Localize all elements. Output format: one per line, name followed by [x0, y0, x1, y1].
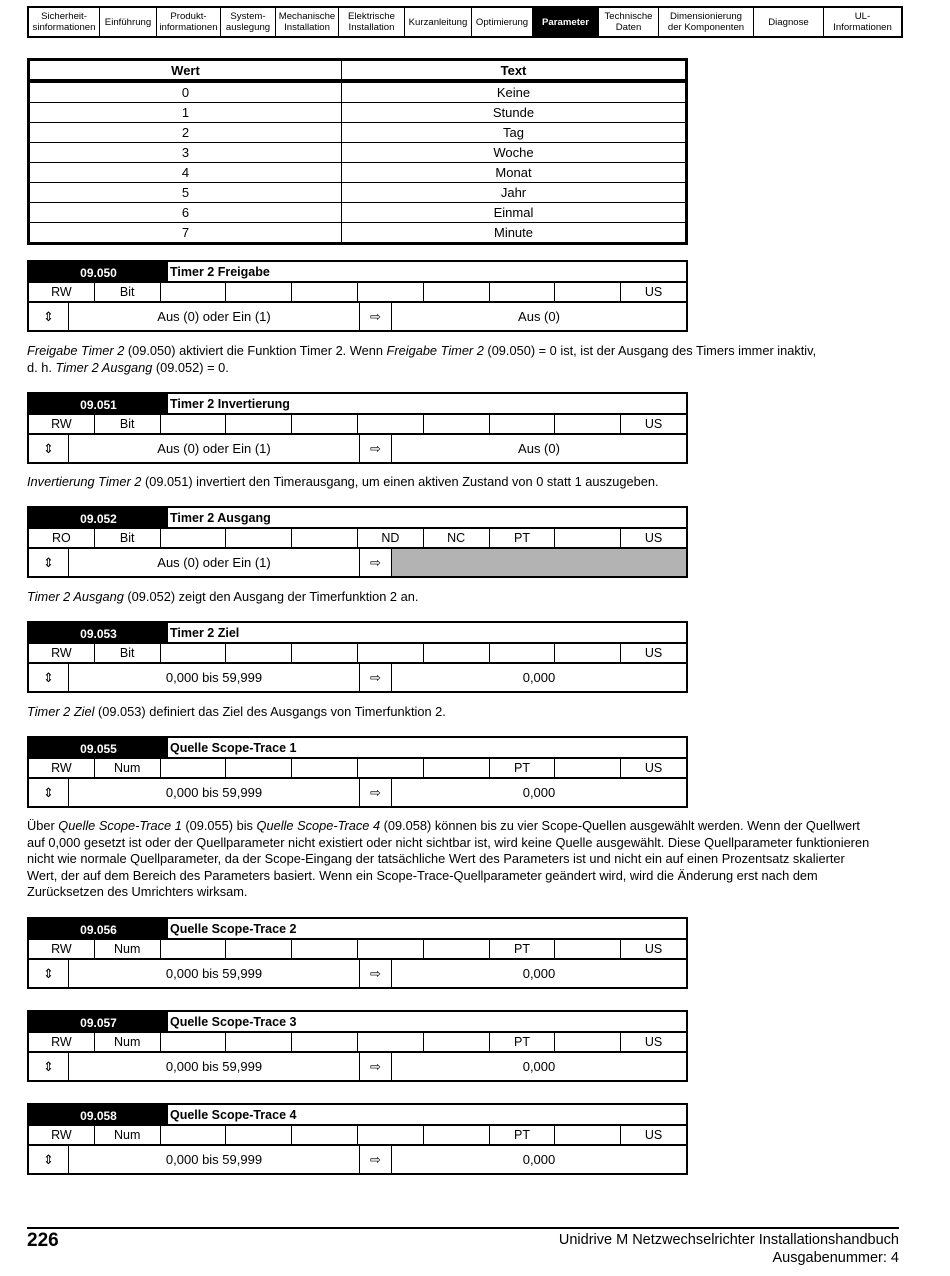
parameter-range-row [27, 777, 688, 808]
flag-cell: RW [29, 759, 95, 777]
issue-number: Ausgabenummer: 4 [772, 1250, 899, 1266]
table-row [30, 222, 685, 242]
parameter-name: Timer 2 Ausgang [168, 508, 686, 529]
parameter-flags-row [27, 1126, 688, 1144]
text-run: (09.058) können bis zu vier Scope-Quellen ausgewählt werden. Wenn der Quellwert auf 0,000 gesetzt ist oder der Quellparameter nicht existiert oder nicht sichtbar ist, wird keine Quelle ausgewählt. Diese Quellparameter funktionieren nicht wie normale Quellparameter, da der Scope-Eingang der tatsächliche Wert des Parameters ist und nicht ein auf einen Prozentsatz skalierter Wert, der auf dem Bereich des Parameters basiert. Wenn ein Scope-Trace-Quellparameter geändert wird, wird die Änderung erst nach dem Zurücksetzen des Umrichters wirksam. [27, 818, 870, 899]
default-arrow-icon: ⇨ [360, 549, 392, 576]
cell-wert: 0 [30, 83, 342, 102]
flag-cell [161, 415, 227, 433]
flag-cell [161, 940, 227, 958]
parameter-name: Quelle Scope-Trace 4 [168, 1105, 686, 1126]
parameter-name: Quelle Scope-Trace 3 [168, 1012, 686, 1033]
parameter-flags-row [27, 644, 688, 662]
range-icon: ⇕ [29, 1053, 69, 1080]
footer-rule [27, 1227, 899, 1229]
flag-cell [424, 644, 490, 662]
flag-cell [555, 940, 621, 958]
default-arrow-icon: ⇨ [360, 1146, 392, 1173]
parameter-reference: Timer 2 Ausgang [55, 359, 153, 375]
parameter-reference: Freigabe Timer 2 [27, 343, 125, 358]
range-icon: ⇕ [29, 435, 69, 462]
parameter-name: Quelle Scope-Trace 2 [168, 919, 686, 940]
parameter-reference: Quelle Scope-Trace 4 [256, 818, 381, 833]
flag-cell: NC [424, 529, 490, 547]
flag-cell [358, 644, 424, 662]
flag-cell [161, 1126, 227, 1144]
parameter-range: 0,000 bis 59,999 [69, 664, 360, 691]
parameter-block-09-052 [27, 506, 688, 578]
flag-cell: Bit [95, 529, 161, 547]
flag-cell: Bit [95, 644, 161, 662]
parameter-default: 0,000 [522, 670, 556, 685]
cell-wert: 2 [30, 123, 342, 142]
nav-tab-einführung[interactable]: Einführung [100, 8, 157, 36]
parameter-number: 09.055 [29, 738, 168, 759]
flag-cell: RW [29, 283, 95, 301]
flag-cell [555, 1126, 621, 1144]
flag-cell [555, 529, 621, 547]
value-table-header [30, 61, 685, 82]
flag-cell [555, 644, 621, 662]
parameter-flags-row [27, 1033, 688, 1051]
parameter-default: 0,000 [522, 1059, 556, 1074]
parameter-range-row [27, 958, 688, 989]
parameter-flags-row [27, 415, 688, 433]
table-row [30, 102, 685, 122]
parameter-header [27, 1010, 688, 1033]
cell-wert: 3 [30, 143, 342, 162]
cell-text: Monat [495, 165, 532, 180]
flag-cell: RW [29, 644, 95, 662]
flag-cell [226, 415, 292, 433]
nav-tab-sicherheit-sinformationen[interactable]: Sicherheit- sinformationen [29, 8, 100, 36]
parameter-range: 0,000 bis 59,999 [69, 1053, 360, 1080]
parameter-flags-row [27, 759, 688, 777]
flag-cell: US [644, 942, 663, 956]
default-arrow-icon: ⇨ [360, 960, 392, 987]
cell-text: Einmal [493, 205, 534, 220]
flag-cell: PT [490, 1033, 556, 1051]
flag-cell: RW [29, 1033, 95, 1051]
parameter-name: Timer 2 Invertierung [168, 394, 686, 415]
flag-cell [490, 283, 556, 301]
flag-cell [226, 1126, 292, 1144]
cell-text: Stunde [492, 105, 535, 120]
parameter-flags-row [27, 529, 688, 547]
flag-cell [292, 1033, 358, 1051]
flag-cell [226, 1033, 292, 1051]
parameter-reference: Timer 2 Ausgang [27, 589, 124, 604]
text-run: (09.050) = 0 ist, ist der Ausgang des Timers immer inaktiv, d. h. [27, 343, 817, 375]
table-row [30, 82, 685, 102]
parameter-header [27, 736, 688, 759]
table-row [30, 182, 685, 202]
flag-cell [490, 415, 556, 433]
flag-cell [226, 283, 292, 301]
flag-cell: US [644, 1035, 663, 1049]
flag-cell [292, 415, 358, 433]
text-run: (09.055) bis [181, 818, 257, 833]
parameter-block-09-053 [27, 621, 688, 693]
nav-tab-kurzanleitung[interactable]: Kurzanleitung [405, 8, 472, 36]
flag-cell: PT [490, 759, 556, 777]
default-arrow-icon: ⇨ [360, 664, 392, 691]
parameter-range-row [27, 301, 688, 332]
description-paragraph [27, 343, 899, 376]
flag-cell [424, 415, 490, 433]
flag-cell [358, 940, 424, 958]
parameter-name: Timer 2 Freigabe [168, 262, 686, 283]
nav-tab-technische-daten[interactable]: Technische Daten [599, 8, 659, 36]
flag-cell [292, 759, 358, 777]
text-run: (09.053) definiert das Ziel des Ausgangs von Timerfunktion 2. [94, 704, 446, 719]
range-icon: ⇕ [29, 549, 69, 576]
parameter-range-row [27, 1051, 688, 1082]
parameter-name: Timer 2 Ziel [168, 623, 686, 644]
flag-cell [292, 644, 358, 662]
flag-cell [161, 644, 227, 662]
cell-wert: 7 [30, 223, 342, 242]
range-icon: ⇕ [29, 779, 69, 806]
page-number: 226 [27, 1230, 59, 1251]
nav-tab-system-auslegung[interactable]: System- auslegung [221, 8, 276, 36]
parameter-header [27, 392, 688, 415]
cell-text: Woche [493, 145, 534, 160]
parameter-range-row [27, 547, 688, 578]
parameter-reference: Freigabe Timer 2 [386, 343, 484, 358]
default-arrow-icon: ⇨ [360, 1053, 392, 1080]
table-row [30, 122, 685, 142]
parameter-reference: Quelle Scope-Trace 1 [58, 818, 182, 833]
flag-cell [226, 940, 292, 958]
range-icon: ⇕ [29, 664, 69, 691]
parameter-range: 0,000 bis 59,999 [69, 779, 360, 806]
flag-cell [555, 759, 621, 777]
parameter-header [27, 260, 688, 283]
flag-cell [358, 283, 424, 301]
nav-tab-elektrische-installation[interactable]: Elektrische Installation [339, 8, 405, 36]
flag-cell: US [644, 285, 663, 299]
default-arrow-icon: ⇨ [360, 435, 392, 462]
flag-cell: Num [95, 940, 161, 958]
range-icon: ⇕ [29, 1146, 69, 1173]
flag-cell: Num [95, 1033, 161, 1051]
cell-wert: 4 [30, 163, 342, 182]
parameter-range: Aus (0) oder Ein (1) [69, 303, 360, 330]
flag-cell: Num [95, 759, 161, 777]
parameter-number: 09.058 [29, 1105, 168, 1126]
flag-cell: RO [29, 529, 95, 547]
text-run: (09.050) aktiviert die Funktion Timer 2. Wenn [124, 343, 387, 358]
nav-tab-optimierung[interactable]: Optimierung [472, 8, 533, 36]
parameter-number: 09.052 [29, 508, 168, 529]
flag-cell [555, 283, 621, 301]
parameter-number: 09.056 [29, 919, 168, 940]
flag-cell: PT [490, 529, 556, 547]
flag-cell [424, 759, 490, 777]
flag-cell: ND [358, 529, 424, 547]
parameter-default: Aus (0) [518, 441, 560, 456]
table-row [30, 162, 685, 182]
parameter-default [392, 549, 686, 576]
flag-cell: Bit [95, 283, 161, 301]
flag-cell [292, 940, 358, 958]
parameter-number: 09.053 [29, 623, 168, 644]
parameter-block-09-050 [27, 260, 688, 332]
parameter-reference: Invertierung Timer 2 [27, 474, 142, 489]
parameter-range: Aus (0) oder Ein (1) [69, 549, 360, 576]
flag-cell [161, 1033, 227, 1051]
flag-cell: RW [29, 940, 95, 958]
range-icon: ⇕ [29, 303, 69, 330]
flag-cell [424, 1033, 490, 1051]
parameter-block-09-051 [27, 392, 688, 464]
parameter-header [27, 917, 688, 940]
description-paragraph [27, 589, 899, 606]
parameter-flags-row [27, 283, 688, 301]
cell-text: Keine [496, 85, 531, 100]
parameter-number: 09.050 [29, 262, 168, 283]
flag-cell: PT [490, 940, 556, 958]
cell-wert: 5 [30, 183, 342, 202]
parameter-range: 0,000 bis 59,999 [69, 1146, 360, 1173]
nav-tab-mechanische-installation[interactable]: Mechanische Installation [276, 8, 339, 36]
parameter-range-row [27, 662, 688, 693]
text-run: (09.051) invertiert den Timerausgang, um einen aktiven Zustand von 0 statt 1 auszugeben. [141, 474, 659, 489]
flag-cell: Bit [95, 415, 161, 433]
cell-wert: 6 [30, 203, 342, 222]
flag-cell: US [644, 1128, 663, 1142]
description-paragraph [27, 704, 899, 721]
flag-cell [226, 644, 292, 662]
flag-cell [358, 1033, 424, 1051]
flag-cell: US [644, 417, 663, 431]
flag-cell [161, 759, 227, 777]
parameter-default: 0,000 [522, 966, 556, 981]
parameter-number: 09.057 [29, 1012, 168, 1033]
flag-cell [358, 1126, 424, 1144]
flag-cell [161, 529, 227, 547]
parameter-reference: Timer 2 Ziel [27, 704, 95, 719]
parameter-name: Quelle Scope-Trace 1 [168, 738, 686, 759]
description-paragraph [27, 818, 899, 901]
section-nav-bar [27, 6, 903, 38]
flag-cell [161, 283, 227, 301]
parameter-default: 0,000 [522, 1152, 556, 1167]
parameter-number: 09.051 [29, 394, 168, 415]
text-run: (09.052) zeigt den Ausgang der Timerfunktion 2 an. [123, 589, 419, 604]
flag-cell [226, 759, 292, 777]
parameter-range-row [27, 1144, 688, 1175]
range-icon: ⇕ [29, 960, 69, 987]
flag-cell: US [644, 646, 663, 660]
flag-cell [292, 529, 358, 547]
flag-cell: US [644, 761, 663, 775]
parameter-block-09-056 [27, 917, 688, 989]
flag-cell [424, 1126, 490, 1144]
parameter-block-09-058 [27, 1103, 688, 1175]
parameter-default: 0,000 [522, 785, 556, 800]
default-arrow-icon: ⇨ [360, 303, 392, 330]
description-paragraph [27, 474, 899, 491]
nav-tab-diagnose[interactable]: Diagnose [754, 8, 824, 36]
cell-text: Minute [493, 225, 534, 240]
value-table [27, 58, 688, 245]
parameter-header [27, 1103, 688, 1126]
flag-cell: Num [95, 1126, 161, 1144]
flag-cell [490, 644, 556, 662]
flag-cell [292, 283, 358, 301]
parameter-block-09-057 [27, 1010, 688, 1082]
nav-tab-parameter[interactable]: Parameter [533, 8, 599, 36]
nav-tab-ul-informationen[interactable]: UL- Informationen [833, 11, 892, 33]
flag-cell [424, 940, 490, 958]
column-header-wert: Wert [30, 61, 342, 79]
flag-cell [226, 529, 292, 547]
flag-cell [358, 415, 424, 433]
flag-cell [555, 1033, 621, 1051]
parameter-header [27, 506, 688, 529]
table-row [30, 142, 685, 162]
column-header-text: Text [500, 62, 527, 78]
parameter-range: Aus (0) oder Ein (1) [69, 435, 360, 462]
default-arrow-icon: ⇨ [360, 779, 392, 806]
text-run: Über [27, 818, 59, 833]
table-row [30, 202, 685, 222]
flag-cell: RW [29, 1126, 95, 1144]
text-run: (09.052) = 0. [152, 359, 229, 375]
flag-cell [358, 759, 424, 777]
flag-cell [292, 1126, 358, 1144]
nav-tab-dimensionierung-der-komponenten[interactable]: Dimensionierung der Komponenten [659, 8, 754, 36]
flag-cell [555, 415, 621, 433]
parameter-block-09-055 [27, 736, 688, 808]
cell-wert: 1 [30, 103, 342, 122]
flag-cell: US [644, 531, 663, 545]
flag-cell: RW [29, 415, 95, 433]
flag-cell [424, 283, 490, 301]
flag-cell: PT [490, 1126, 556, 1144]
parameter-flags-row [27, 940, 688, 958]
cell-text: Tag [503, 125, 524, 140]
cell-text: Jahr [500, 185, 527, 200]
parameter-header [27, 621, 688, 644]
parameter-range: 0,000 bis 59,999 [69, 960, 360, 987]
document-title: Unidrive M Netzwechselrichter Installationshandbuch [558, 1232, 899, 1248]
nav-tab-produkt-informationen[interactable]: Produkt- informationen [157, 8, 221, 36]
parameter-default: Aus (0) [518, 309, 560, 324]
parameter-range-row [27, 433, 688, 464]
